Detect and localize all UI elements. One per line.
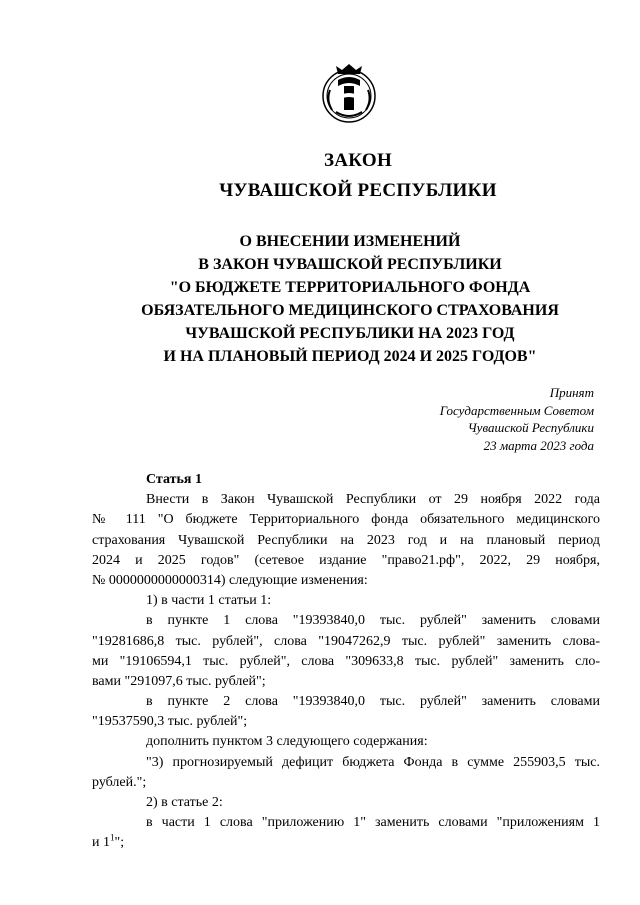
subtitle-line: В ЗАКОН ЧУВАШСКОЙ РЕСПУБЛИКИ [198,256,502,273]
subtitle-line: И НА ПЛАНОВЫЙ ПЕРИОД 2024 И 2025 ГОДОВ" [163,348,537,365]
article-line: 2024 и 2025 годов" (сетевое издание "право21.рф", 2022, 29 ноября, [92,552,600,568]
subtitle-line: "О БЮДЖЕТЕ ТЕРРИТОРИАЛЬНОГО ФОНДА [169,279,531,296]
article-line: 2) в статье 2: [146,795,223,810]
document-title: ЗАКОН [323,150,393,171]
article-line: страхования Чувашской Республики на 2023 год и на плановый период [92,532,600,548]
article-body [92,470,600,854]
adoption-note [334,384,594,454]
adoption-line: Чувашской Республики [467,420,594,435]
subtitle-line: ЧУВАШСКОЙ РЕСПУБЛИКИ НА 2023 ГОД [185,325,515,342]
article-line: дополнить пунктом 3 следующего содержания: [146,734,428,750]
adoption-date: 23 марта 2023 года [483,437,594,453]
law-subtitle [60,230,640,368]
article-line: № 0000000000000314) следующие изменения: [92,572,368,588]
article-text: и 1 [92,835,110,851]
article-line: "3) прогнозируемый дефицит бюджета Фонда в сумме 255903,5 тыс. [146,754,600,770]
article-line: 1) в части 1 статьи 1: [146,593,272,609]
article-line: Внести в Закон Чувашской Республики от 29 ноября 2022 года [146,492,600,508]
superscript: 1 [110,832,115,843]
article-line: "19537590,3 тыс. рублей"; [92,714,248,730]
subtitle-line: ОБЯЗАТЕЛЬНОГО МЕДИЦИНСКОГО СТРАХОВАНИЯ [141,302,559,319]
subtitle-line: О ВНЕСЕНИИ ИЗМЕНЕНИЙ [239,233,461,250]
article-line: в части 1 слова "приложению 1" заменить словами "приложениям 1 [146,815,600,831]
article-line: вами "291097,6 тыс. рублей"; [92,673,266,689]
article-line: № 111 "О бюджете Территориального фонда обязательного медицинского [92,512,600,528]
chuvash-emblem-icon [316,60,382,126]
article-line: рублей."; [92,774,147,790]
article-heading: Статья 1 [146,472,202,487]
article-line: "19281686,8 тыс. рублей", слова "19047262,9 тыс. рублей" заменить слова- [92,633,600,649]
adoption-line: Принят [549,385,594,400]
article-text: "; [114,835,125,851]
adoption-line: Государственным Советом [439,402,594,418]
article-line-last [92,833,600,853]
article-line: ми "19106594,1 тыс. рублей", слова "309633,8 тыс. рублей" заменить сло- [92,653,600,669]
document-title-republic: ЧУВАШСКОЙ РЕСПУБЛИКИ [219,180,497,201]
article-line: в пункте 1 слова "19393840,0 тыс. рублей" заменить словами [146,613,600,629]
article-line: в пункте 2 слова "19393840,0 тыс. рублей" заменить словами [146,694,600,710]
